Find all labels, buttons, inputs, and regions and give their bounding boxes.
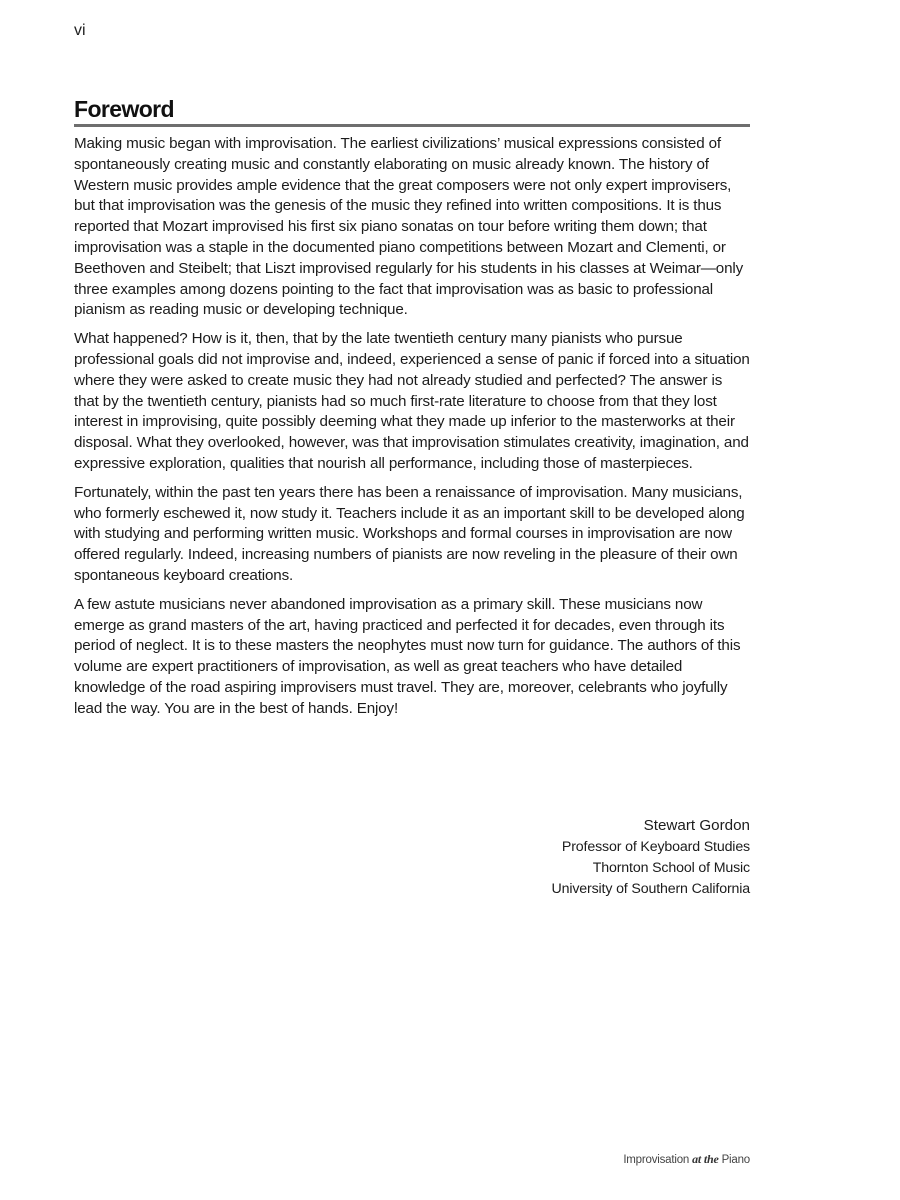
author-university: University of Southern California	[551, 881, 750, 897]
author-school: Thornton School of Music	[592, 860, 750, 876]
paragraph-3: Fortunately, within the past ten years there has been a renaissance of improvisation. Many musicians, who formerly eschewed it, now study it. Teachers include it as an important skill to be developed along with studying and performing written music. Workshops and formal courses in improvisation are now offered regularly. Indeed, increasing numbers of pianists are now reveling in the pleasure of their own spontaneous keyboard creations.	[74, 483, 745, 584]
footer-title-end: Piano	[721, 1154, 750, 1166]
paragraph-1: Making music began with improvisation. The earliest civilizations’ musical expressions consisted of spontaneously creating music and constantly elaborating on music already known. The history of Western music provides ample evidence that the great composers were not only expert improvisers, but that improvisation was the genesis of the music they refined into written compositions. It is thus reported that Mozart improvised his first six piano sonatas on tour before writing them down; that improvisation was a staple in the documented piano competitions between Mozart and Clementi, or Beethoven and Steibelt; that Liszt improvised regularly for his students in his classes at Weimar—only three examples among dozens pointing to the fact that improvisation was as basic to professional pianism as reading music or developing technique.	[74, 135, 744, 319]
author-name: Stewart Gordon	[643, 817, 750, 834]
footer-title-mid: at the	[692, 1152, 719, 1166]
footer-title-start: Improvisation	[623, 1154, 690, 1166]
author-title: Professor of Keyboard Studies	[561, 839, 750, 855]
page-number: vi	[74, 22, 86, 39]
paragraph-4: A few astute musicians never abandoned improvisation as a primary skill. These musicians now emerge as grand masters of the art, having practiced and perfected it for decades, even through its period of neglect. It is to these masters the neophytes must now turn for guidance. The authors of this volume are expert practitioners of improvisation, as well as great teachers who have detailed knowledge of the road aspiring improvisers must travel. They are, moreover, celebrants who joyfully lead the way. You are in the best of hands. Enjoy!	[74, 595, 741, 717]
foreword-section	[74, 96, 750, 728]
running-footer	[623, 1152, 750, 1167]
page-title: Foreword	[74, 96, 750, 127]
paragraph-2: What happened? How is it, then, that by the late twentieth century many pianists who pursue professional goals did not improvise and, indeed, experienced a sense of panic if forced into a situation where they were asked to create music they had not already studied and perfected? The answer is that by the twentieth century, pianists had so much first-rate literature to choose from that they lost interest in improvising, quite possibly deeming what they made up inferior to the masterworks at their disposal. What they overlooked, however, was that improvisation stimulates creativity, imagination, and expressive exploration, qualities that nourish all performance, including those of masterpieces.	[74, 330, 750, 472]
signature-block	[552, 815, 751, 900]
foreword-body	[74, 134, 750, 720]
